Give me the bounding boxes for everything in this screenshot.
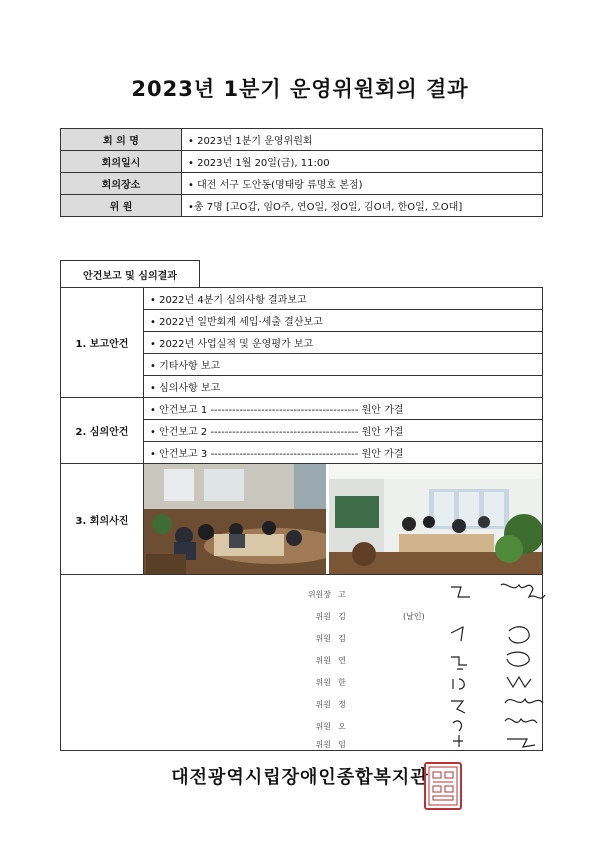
review-item <box>144 442 543 464</box>
info-value: • 2023년 1분기 운영위원회 <box>182 129 543 151</box>
agenda-table <box>60 287 543 751</box>
section-tab: 안건보고 및 심의결과 <box>60 260 200 287</box>
info-label: 회의일시 <box>61 151 182 173</box>
meeting-photo-2 <box>329 464 542 574</box>
signature-name: 연 <box>338 656 346 665</box>
info-label: 회의장소 <box>61 173 182 195</box>
signature-row <box>293 721 453 732</box>
review-item-name: • 안건보고 3 <box>150 449 208 460</box>
info-row <box>61 129 543 151</box>
info-row <box>61 173 543 195</box>
table-row <box>61 575 543 751</box>
signature-role: 위원 <box>315 656 331 665</box>
signature-row <box>293 589 453 600</box>
info-value: • 2023년 1월 20일(금), 11:00 <box>182 151 543 173</box>
table-row <box>61 288 543 310</box>
signature-name: 김 <box>338 612 346 621</box>
signature-role: 위원 <box>315 634 331 643</box>
report-category: 1. 보고안건 <box>61 288 144 398</box>
signature-name: 정 <box>338 700 346 709</box>
table-row <box>61 464 543 575</box>
document-title: 2023년 1분기 운영위원회의 결과 <box>131 77 469 101</box>
info-row <box>61 195 543 217</box>
dotted-leader: ----------------------------------------- <box>210 405 362 416</box>
info-value: • 대전 서구 도안동(명태랑 류명호 본점) <box>182 173 543 195</box>
table-row <box>61 398 543 420</box>
signature-row <box>293 677 453 688</box>
signature-cell <box>61 575 543 751</box>
signature-row <box>293 699 453 710</box>
report-item: • 2022년 4분기 심의사항 결과보고 <box>144 288 543 310</box>
review-item-name: • 안건보고 1 <box>150 405 208 416</box>
signature-row <box>293 739 453 750</box>
photos-category: 3. 회의사진 <box>61 464 144 575</box>
dotted-leader: ----------------------------------------- <box>210 449 362 460</box>
signature-name: 임 <box>338 740 346 749</box>
dotted-leader: ----------------------------------------- <box>210 427 362 438</box>
info-value: •총 7명 [고O갑, 임O주, 연O일, 정O일, 김O녀, 한O일, 오O대] <box>182 195 543 217</box>
signature-row <box>293 655 453 666</box>
signature-name: 김 <box>338 634 346 643</box>
signature-role: 위원 <box>315 700 331 709</box>
official-seal-stamp <box>424 762 462 810</box>
handwritten-signatures <box>441 577 561 749</box>
photos-cell <box>144 464 543 575</box>
review-item-name: • 안건보고 2 <box>150 427 208 438</box>
info-label: 회 의 명 <box>61 129 182 151</box>
info-label: 위 원 <box>61 195 182 217</box>
review-item-result: 원안 가결 <box>361 449 404 460</box>
signature-role: 위원장 <box>307 590 331 599</box>
signature-row <box>293 633 453 644</box>
review-item <box>144 420 543 442</box>
signature-name: 오 <box>338 722 346 731</box>
report-item: • 2022년 일반회계 세입·세출 결산보고 <box>144 310 543 332</box>
signature-role: 위원 <box>315 678 331 687</box>
signature-name: 한 <box>338 678 346 687</box>
review-item-result: 원안 가결 <box>361 427 404 438</box>
signature-row <box>293 611 453 622</box>
meeting-info-table <box>60 128 543 217</box>
info-row <box>61 151 543 173</box>
review-item <box>144 398 543 420</box>
signature-role: 위원 <box>315 722 331 731</box>
report-item: • 심의사항 보고 <box>144 376 543 398</box>
signature-role: 위원 <box>315 740 331 749</box>
signature-name: 고 <box>338 590 346 599</box>
report-item: • 2022년 사업실적 및 운영평가 보고 <box>144 332 543 354</box>
seal-placeholder: (날인) <box>403 612 425 621</box>
report-item: • 기타사항 보고 <box>144 354 543 376</box>
review-item-result: 원안 가결 <box>361 405 404 416</box>
organization-name: 대전광역시립장애인종합복지관 <box>171 767 429 788</box>
meeting-photo-1 <box>144 464 326 574</box>
signature-role: 위원 <box>315 612 331 621</box>
review-category: 2. 심의안건 <box>61 398 144 464</box>
